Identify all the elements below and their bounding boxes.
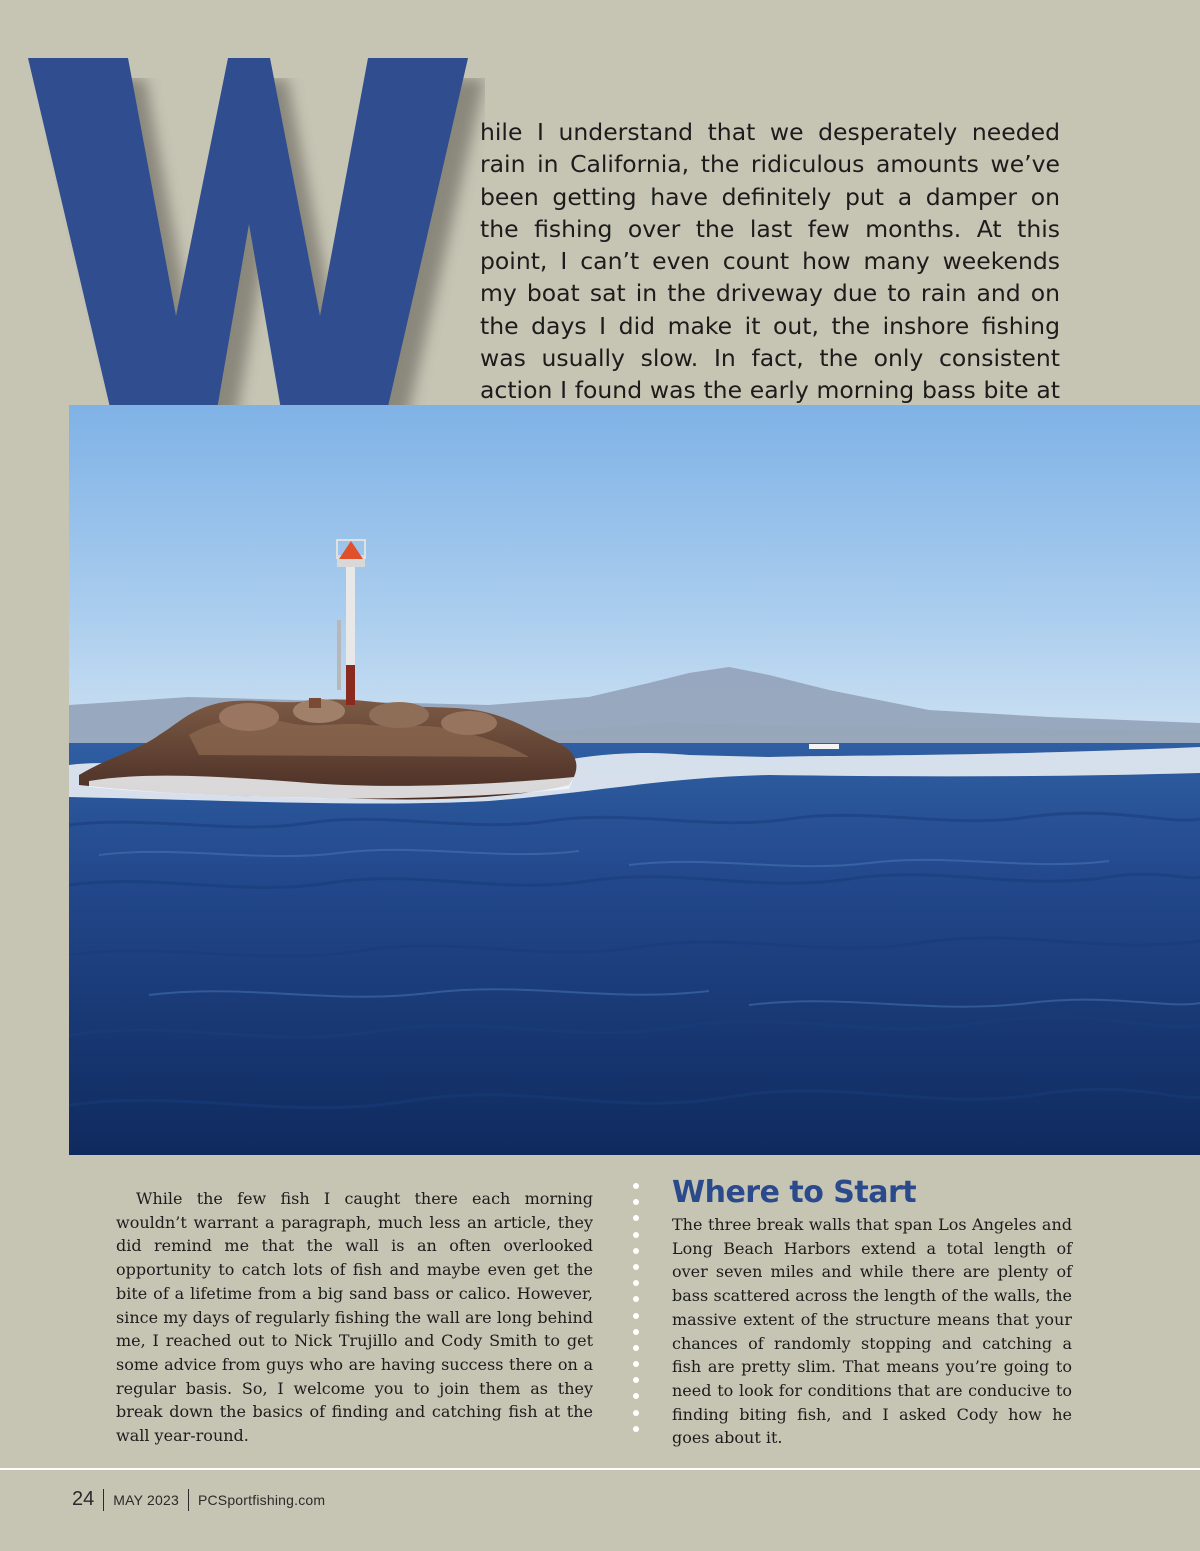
body-right-column [672, 1175, 1072, 1450]
page-number: 24 [72, 1488, 95, 1510]
column-divider-dots [633, 1183, 641, 1442]
website-link[interactable]: PCSportfishing.com [197, 1491, 326, 1508]
page-footer [72, 1488, 325, 1511]
lead-paragraph: hile I understand that we desperately needed rain in California, the ridiculous amounts we’ve been getting have definitely put a damper on the fishing over the last few months. At this point, I can’t even count how many weekends my boat sat in the driveway due to rain and on the days I did make it out, the inshore fishing was usually slow. In fact, the only consistent action I found was the early morning bass bite at [480, 118, 1060, 405]
footer-rule [0, 1468, 1200, 1470]
body-right-paragraph: The three break walls that span Los Angeles and Long Beach Harbors extend a total length of over seven miles and while there are plenty of bass scattered across the length of the walls, the massive extent of the structure means that your chances of randomly stopping and catching a fish are pretty slim. That means you’re going to need to look for conditions that are conducive to finding biting fish, and I asked Cody how he goes about it. [672, 1215, 1072, 1448]
footer-separator [103, 1489, 104, 1511]
drop-cap-w [28, 58, 468, 458]
body-left-column: While the few fish I caught there each morning wouldn’t warrant a paragraph, much less an article, they did remind me that the wall is an often overlooked opportunity to catch lots of fish and maybe even get the bite of a lifetime from a big sand bass or calico. However, since my days of regularly fishing the wall are long behind me, I reached out to Nick Trujillo and Cody Smith to get some advice from guys who are having success there on a regular basis. So, I welcome you to join them as they break down the basics of finding and catching fish at the wall year-round. [116, 1189, 593, 1446]
section-heading: Where to Start [672, 1175, 917, 1210]
break-wall-photo [69, 405, 1200, 1155]
footer-separator [188, 1489, 189, 1511]
issue-date: MAY 2023 [113, 1491, 179, 1508]
